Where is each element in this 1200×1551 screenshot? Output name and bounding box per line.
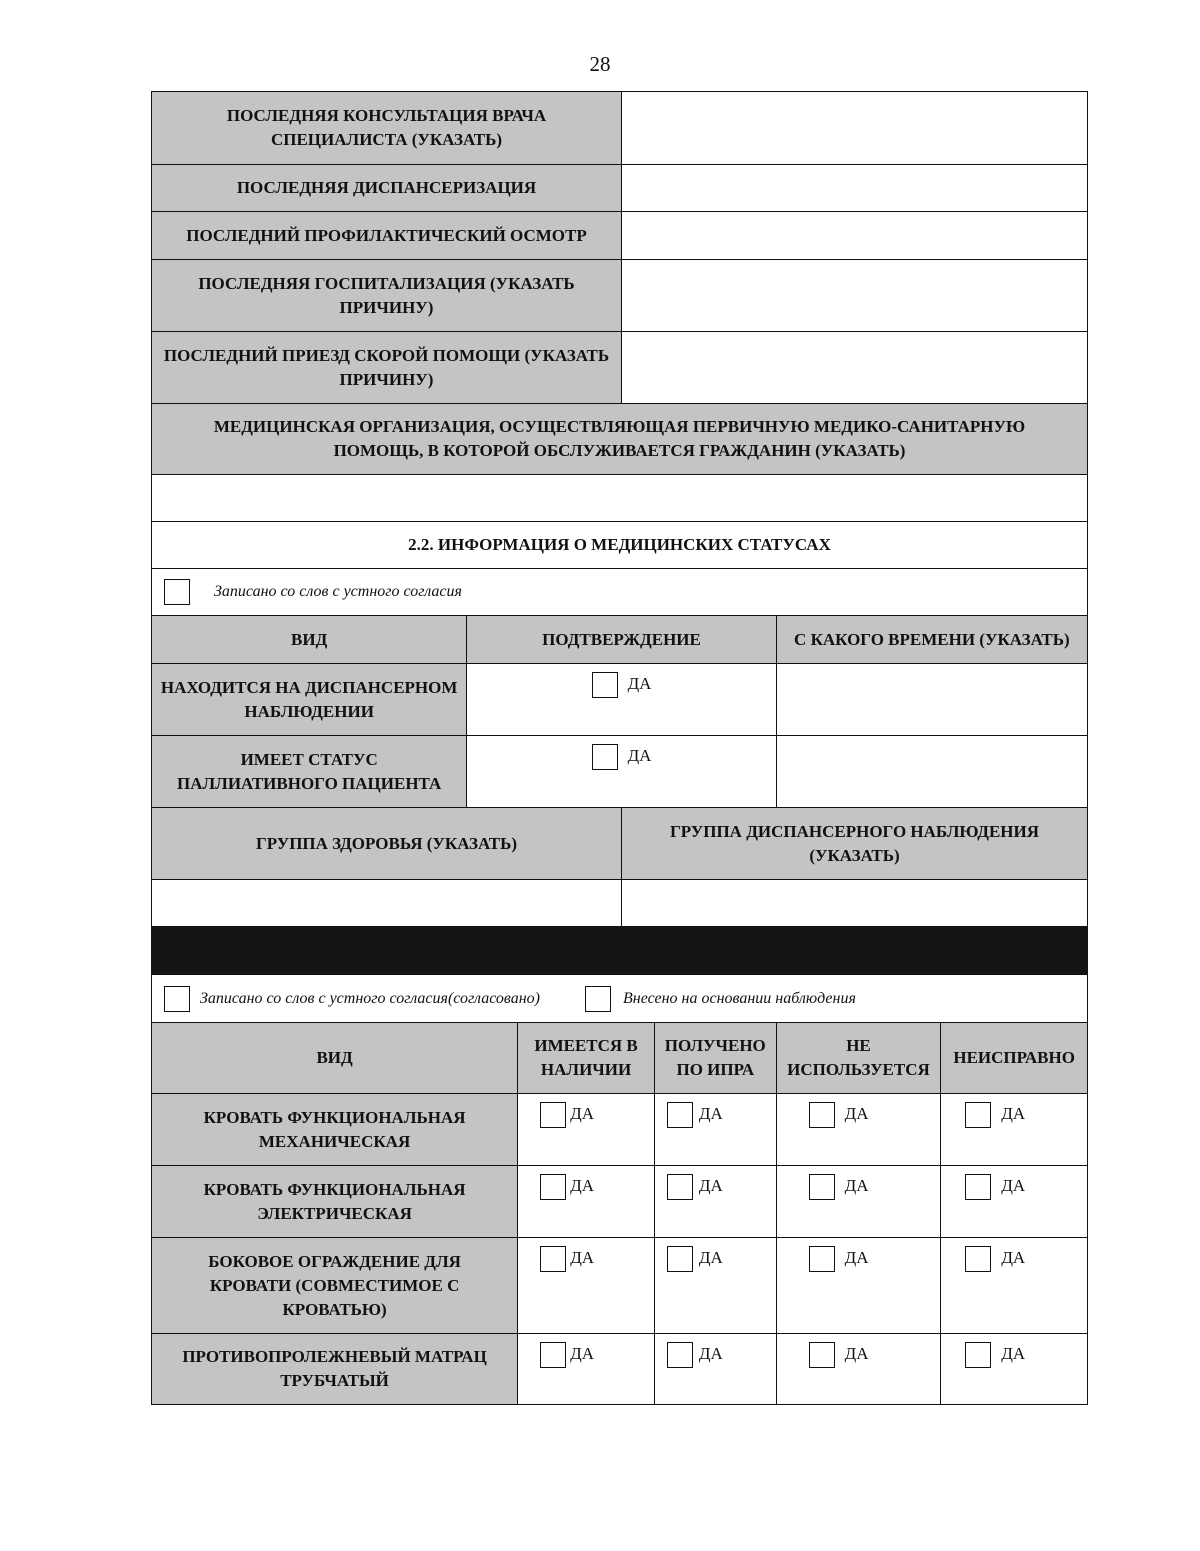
consent-label: Записано со слов с устного согласия(согласовано) <box>200 989 540 1007</box>
yes-label: ДА <box>844 1248 869 1267</box>
equipment-row <box>151 1165 1088 1237</box>
yes-label: ДА <box>1001 1344 1026 1363</box>
yes-label: ДА <box>698 1176 723 1195</box>
section-title-row <box>151 521 1088 568</box>
consent-label: Записано со слов с устного согласия <box>214 583 462 600</box>
ipra-checkbox[interactable] <box>667 1102 693 1128</box>
observation-checkbox[interactable] <box>585 986 611 1012</box>
form-row <box>151 331 1088 403</box>
yes-label: ДА <box>627 674 652 693</box>
available-checkbox[interactable] <box>540 1102 566 1128</box>
section-title: 2.2. ИНФОРМАЦИЯ О МЕДИЦИНСКИХ СТАТУСАХ <box>152 522 1087 568</box>
not-used-checkbox[interactable] <box>809 1246 835 1272</box>
status-label: ИМЕЕТ СТАТУС ПАЛЛИАТИВНОГО ПАЦИЕНТА <box>152 736 466 807</box>
form-row <box>151 164 1088 211</box>
header-vid: ВИД <box>152 1023 517 1093</box>
equipment-label: КРОВАТЬ ФУНКЦИОНАЛЬНАЯ ЭЛЕКТРИЧЕСКАЯ <box>152 1166 517 1237</box>
yes-checkbox[interactable] <box>592 672 618 698</box>
consent-row <box>151 568 1088 615</box>
page-number: 28 <box>589 52 611 76</box>
form-row <box>151 91 1088 164</box>
group-header-row <box>151 807 1088 879</box>
yes-label: ДА <box>570 1104 594 1123</box>
value-field[interactable] <box>621 92 1087 164</box>
ipra-checkbox[interactable] <box>667 1174 693 1200</box>
yes-label: ДА <box>570 1176 594 1195</box>
organization-header: МЕДИЦИНСКАЯ ОРГАНИЗАЦИЯ, ОСУЩЕСТВЛЯЮЩАЯ ПЕРВИЧНУЮ МЕДИКО-САНИТАРНУЮ ПОМОЩЬ, В КОТОРОЙ ОБСЛУЖИВАЕТСЯ ГРАЖДАНИН (УКАЗАТЬ) <box>152 404 1087 474</box>
value-field[interactable] <box>621 332 1087 403</box>
equipment-label: БОКОВОЕ ОГРАЖДЕНИЕ ДЛЯ КРОВАТИ (СОВМЕСТИМОЕ С КРОВАТЬЮ) <box>152 1238 517 1333</box>
status-row <box>151 663 1088 735</box>
value-field[interactable] <box>621 165 1087 211</box>
not-used-checkbox[interactable] <box>809 1342 835 1368</box>
header-ipra: ПОЛУЧЕНО ПО ИПРА <box>654 1023 776 1093</box>
organization-field[interactable] <box>152 475 1087 521</box>
equipment-header-row <box>151 1022 1088 1093</box>
not-used-checkbox[interactable] <box>809 1102 835 1128</box>
yes-label: ДА <box>570 1248 595 1267</box>
health-group-field[interactable] <box>152 880 621 926</box>
yes-label: ДА <box>844 1176 869 1195</box>
header-since: С КАКОГО ВРЕМЕНИ (УКАЗАТЬ) <box>776 616 1087 663</box>
header-not-used: НЕ ИСПОЛЬЗУЕТСЯ <box>776 1023 941 1093</box>
form-row <box>151 211 1088 259</box>
header-vid: ВИД <box>152 616 466 663</box>
equipment-row <box>151 1093 1088 1165</box>
broken-checkbox[interactable] <box>965 1342 991 1368</box>
group-input-row <box>151 879 1088 926</box>
form-row <box>151 259 1088 331</box>
ipra-checkbox[interactable] <box>667 1246 693 1272</box>
equipment-consent-row <box>151 974 1088 1022</box>
equipment-label: ПРОТИВОПРОЛЕЖНЕВЫЙ МАТРАЦ ТРУБЧАТЫЙ <box>152 1334 517 1404</box>
equipment-row <box>151 1333 1088 1405</box>
row-label: ПОСЛЕДНЯЯ КОНСУЛЬТАЦИЯ ВРАЧА СПЕЦИАЛИСТА (УКАЗАТЬ) <box>152 92 621 164</box>
consent-checkbox[interactable] <box>164 986 190 1012</box>
yes-label: ДА <box>698 1248 723 1267</box>
ipra-checkbox[interactable] <box>667 1342 693 1368</box>
section-divider <box>152 927 1087 974</box>
yes-label: ДА <box>698 1104 723 1123</box>
broken-checkbox[interactable] <box>965 1102 991 1128</box>
organization-input-row <box>151 474 1088 521</box>
dispensary-group-field[interactable] <box>621 880 1087 926</box>
health-group-label: ГРУППА ЗДОРОВЬЯ (УКАЗАТЬ) <box>152 808 621 879</box>
yes-label: ДА <box>1001 1248 1026 1267</box>
yes-label: ДА <box>1001 1176 1026 1195</box>
broken-checkbox[interactable] <box>965 1174 991 1200</box>
since-field[interactable] <box>776 736 1087 807</box>
header-confirmation: ПОДТВЕРЖДЕНИЕ <box>466 616 775 663</box>
header-broken: НЕИСПРАВНО <box>940 1023 1087 1093</box>
row-label: ПОСЛЕДНЯЯ ДИСПАНСЕРИЗАЦИЯ <box>152 165 621 211</box>
row-label: ПОСЛЕДНИЙ ПРОФИЛАКТИЧЕСКИЙ ОСМОТР <box>152 212 621 259</box>
yes-label: ДА <box>570 1344 594 1363</box>
since-field[interactable] <box>776 664 1087 735</box>
form-sheet <box>151 91 1088 1405</box>
not-used-checkbox[interactable] <box>809 1174 835 1200</box>
equipment-label: КРОВАТЬ ФУНКЦИОНАЛЬНАЯ МЕХАНИЧЕСКАЯ <box>152 1094 517 1165</box>
status-header-row <box>151 615 1088 663</box>
equipment-row <box>151 1237 1088 1333</box>
row-label: ПОСЛЕДНИЙ ПРИЕЗД СКОРОЙ ПОМОЩИ (УКАЗАТЬ ПРИЧИНУ) <box>152 332 621 403</box>
status-label: НАХОДИТСЯ НА ДИСПАНСЕРНОМ НАБЛЮДЕНИИ <box>152 664 466 735</box>
broken-checkbox[interactable] <box>965 1246 991 1272</box>
available-checkbox[interactable] <box>540 1174 566 1200</box>
observation-label: Внесено на основании наблюдения <box>623 989 856 1007</box>
yes-label: ДА <box>698 1344 723 1363</box>
organization-header-row <box>151 403 1088 474</box>
yes-label: ДА <box>627 746 652 765</box>
yes-label: ДА <box>844 1344 869 1363</box>
available-checkbox[interactable] <box>540 1246 566 1272</box>
dispensary-group-label: ГРУППА ДИСПАНСЕРНОГО НАБЛЮДЕНИЯ (УКАЗАТЬ) <box>621 808 1087 879</box>
value-field[interactable] <box>621 212 1087 259</box>
yes-label: ДА <box>844 1104 869 1123</box>
section-divider-row <box>151 926 1088 974</box>
header-available: ИМЕЕТСЯ В НАЛИЧИИ <box>517 1023 654 1093</box>
consent-checkbox[interactable] <box>164 579 190 605</box>
available-checkbox[interactable] <box>540 1342 566 1368</box>
yes-checkbox[interactable] <box>592 744 618 770</box>
status-row <box>151 735 1088 807</box>
value-field[interactable] <box>621 260 1087 331</box>
row-label: ПОСЛЕДНЯЯ ГОСПИТАЛИЗАЦИЯ (УКАЗАТЬ ПРИЧИНУ) <box>152 260 621 331</box>
yes-label: ДА <box>1001 1104 1026 1123</box>
